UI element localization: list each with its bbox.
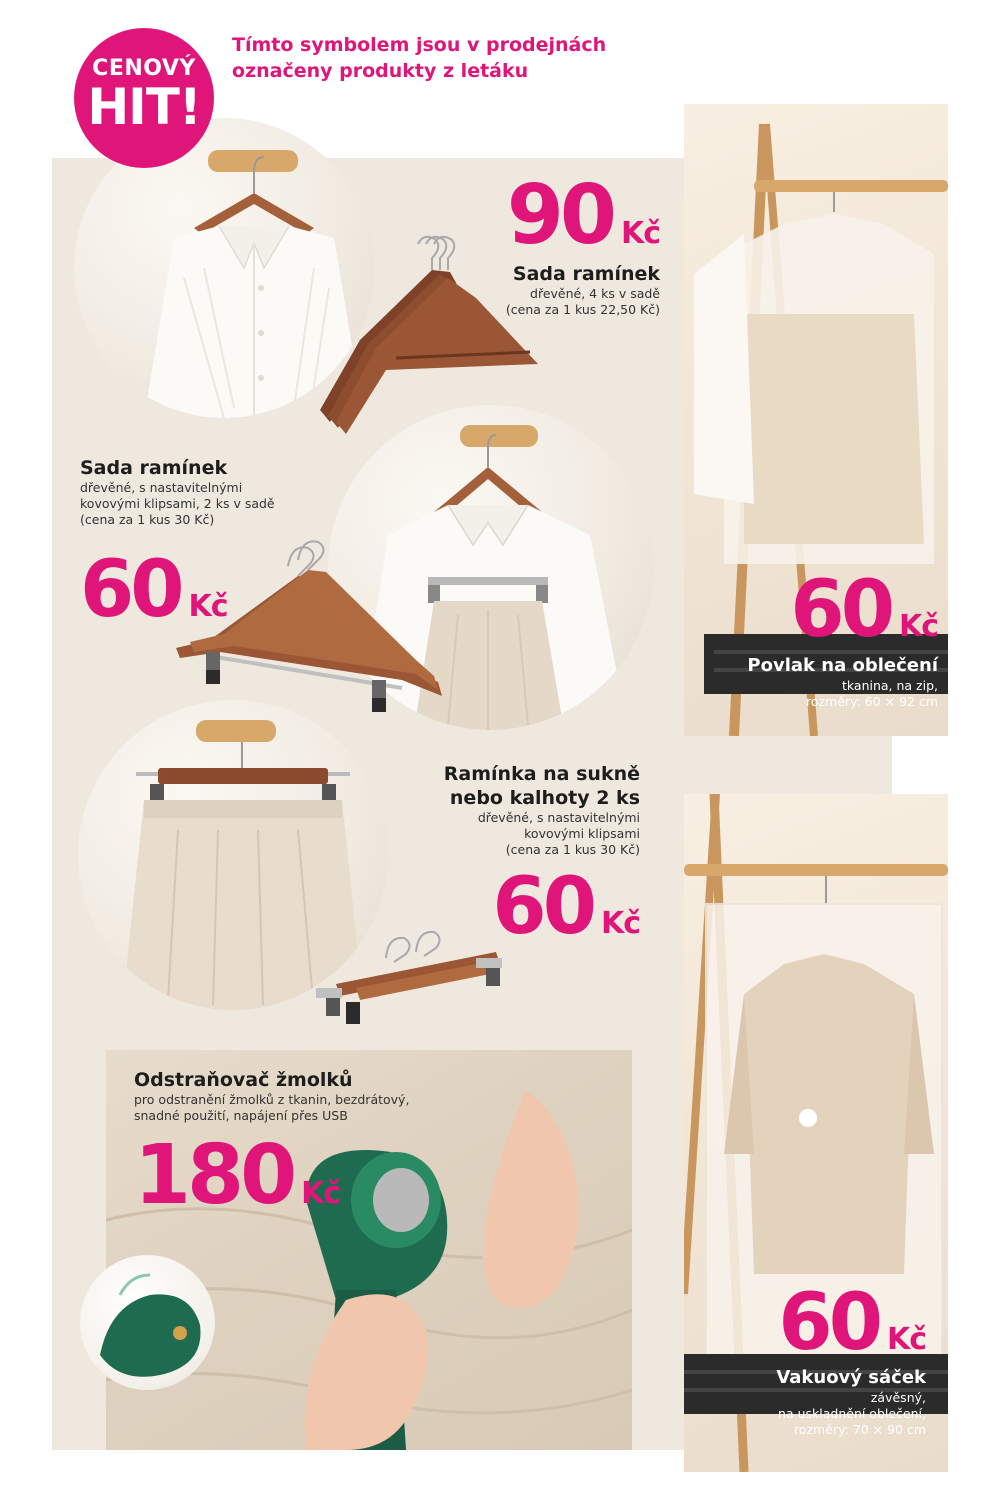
badge-line-2: HIT! (87, 78, 201, 136)
product-desc-line: dřevěné, s nastavitelnými (80, 480, 243, 495)
price-hangers-4 (470, 168, 660, 263)
product-title-line: Ramínka na sukně (443, 763, 640, 785)
product-title: Sada ramínek (512, 263, 660, 285)
product-desc-line: rozměry: 70 × 90 cm (793, 1422, 926, 1437)
product-info-hangers-clips (80, 456, 340, 528)
product-info-garment-cover (700, 654, 938, 710)
price-value: 90 (506, 168, 613, 263)
price-vacuum-bag (720, 1278, 926, 1368)
cenovy-hit-badge (74, 28, 214, 168)
product-desc-line: závěsný, (870, 1390, 926, 1405)
product-desc-line: (cena za 1 kus 30 Kč) (505, 842, 640, 857)
product-desc-line: tkanina, na zip, (841, 678, 938, 693)
product-desc-line: rozměry: 60 × 92 cm (805, 694, 938, 709)
price-skirt-hangers (440, 862, 640, 952)
badge-line-1: CENOVÝ (92, 56, 196, 81)
lint-remover-detail-image (80, 1255, 215, 1390)
product-title: Povlak na oblečení (747, 655, 938, 676)
product-desc-line: snadné použití, napájení přes USB (134, 1108, 348, 1123)
price-currency: Kč (188, 589, 228, 624)
price-currency: Kč (600, 906, 640, 941)
price-garment-cover (720, 565, 938, 655)
product-desc-line: (cena za 1 kus 30 Kč) (80, 512, 215, 527)
product-desc-line: kovovými klipsami, 2 ks v sadě (80, 496, 275, 511)
intro-text (232, 32, 652, 84)
product-info-lint-remover (134, 1068, 474, 1124)
product-desc-line: na uskladnění oblečení, (778, 1406, 926, 1421)
product-desc-line: dřevěné, 4 ks v sadě (530, 286, 660, 301)
product-title-line: nebo kalhoty 2 ks (449, 787, 640, 809)
price-currency: Kč (301, 1176, 341, 1211)
product-title: Odstraňovač žmolků (134, 1069, 353, 1091)
price-value: 60 (790, 565, 891, 655)
product-title: Vakuový sáček (776, 1367, 926, 1388)
product-desc-line: (cena za 1 kus 22,50 Kč) (505, 302, 660, 317)
price-currency: Kč (620, 216, 660, 251)
product-desc-line: pro odstranění žmolků z tkanin, bezdrátový, (134, 1092, 410, 1107)
intro-line-2: označeny produkty z letáku (232, 60, 529, 82)
price-value: 60 (492, 862, 593, 952)
product-desc-line: dřevěné, s nastavitelnými (477, 810, 640, 825)
price-lint-remover (134, 1128, 340, 1223)
price-hangers-clips (80, 545, 228, 635)
price-value: 60 (778, 1278, 879, 1368)
price-currency: Kč (886, 1322, 926, 1357)
intro-line-1: Tímto symbolem jsou v prodejnách (232, 34, 607, 56)
price-currency: Kč (898, 609, 938, 644)
product-info-hangers-4 (420, 262, 660, 318)
product-title: Sada ramínek (80, 457, 228, 479)
product-info-vacuum-bag (690, 1366, 926, 1438)
price-value: 60 (80, 545, 181, 635)
product-desc-line: kovovými klipsami (524, 826, 640, 841)
price-value: 180 (134, 1128, 294, 1223)
product-info-skirt-hangers (400, 762, 640, 858)
